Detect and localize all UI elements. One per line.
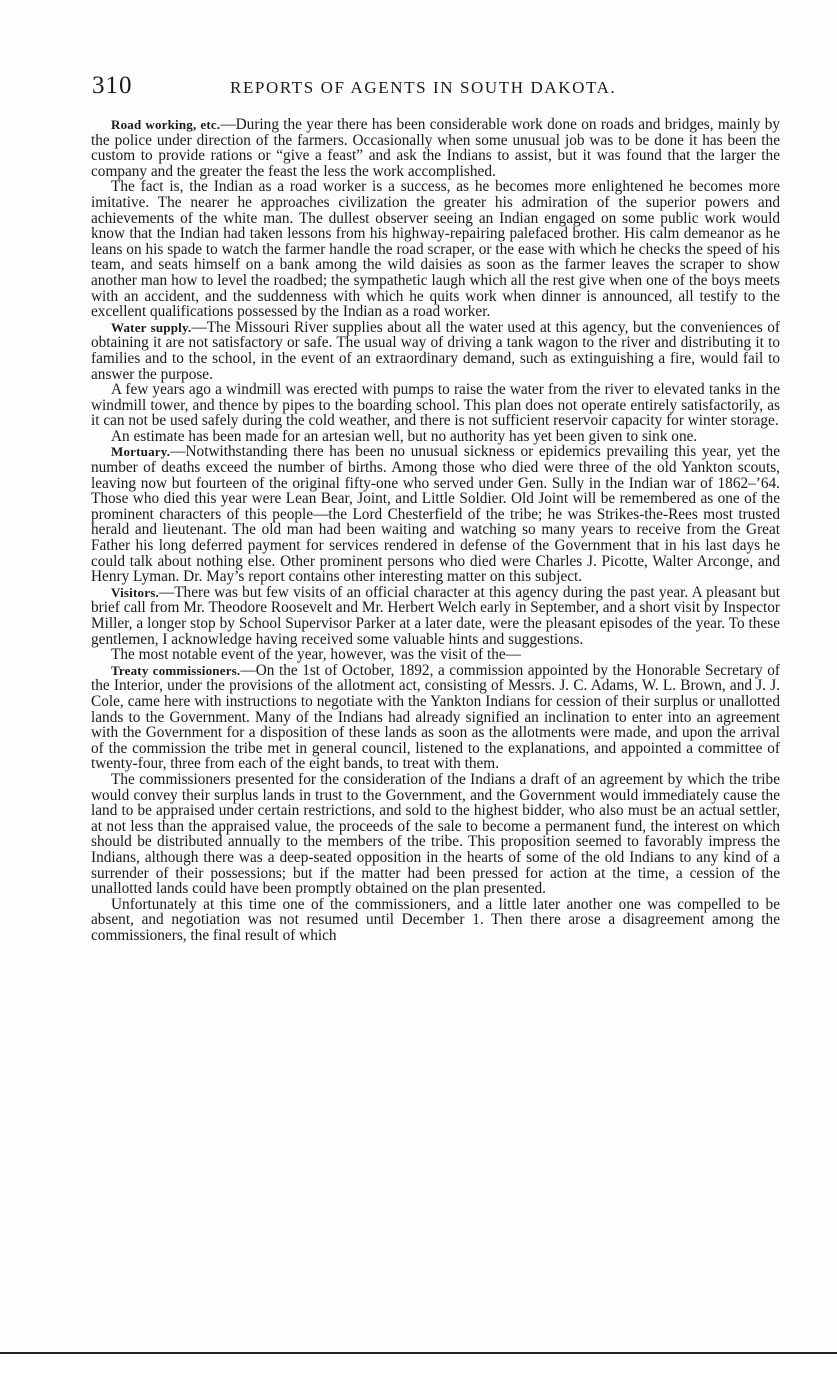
paragraph-text: —On the 1st of October, 1892, a commission appointed by the Honorable Secretary of the Interior, under the provisions of the allotment act, consisting of Messrs. J. C. Adams, W. L. Brown, and J. J. Cole, came here with instructions to negotiate with the Yankton Indians for cession of their surplus or unallotted lands to the Government. Many of the Indians had already signified an inclination to enter into an agreement with the Government for a disposition of these lands as soon as the allotments were made, and upon the arrival of the commission the tribe met in general council, listened to the explanations, and appointed a committee of twenty-four, three from each of the eight bands, to treat with them.	[91, 661, 781, 773]
page-bottom-edge	[0, 1352, 837, 1382]
running-head: REPORTS OF AGENTS IN SOUTH DAKOTA.	[230, 78, 617, 97]
paragraph	[91, 179, 780, 319]
paragraph-text: The fact is, the Indian as a road worker is a success, as he becomes more enlightened he becomes more imitative. The nearer he approaches civilization the greater his admiration of the superior powers and achievements of the white man. The dullest observer seeing an Indian engaged on some public work would know that the Indian had taken lessons from his highway-repairing palefaced brother. His calm demeanor as he leans on his spade to watch the farmer handle the road scraper, or the ease with which he checks the speed of his team, and seats himself on a bank among the wild daisies as soon as the farmer leaves the scraper to show another man how to level the roadbed; the sympathetic laugh which all the rest give when one of the boys meets with an accident, and the suddenness with which he quits work when dinner is announced, all testify to the excellent qualifications possessed by the Indian as a road worker.	[91, 178, 780, 321]
paragraph	[91, 382, 780, 429]
paragraph-text: —Notwithstanding there has been no unusual sickness or epidemics prevailing this year, yet the number of deaths exceed the number of births. Among those who died were three of the old Yankton scouts, leaving now but fourteen of the original fifty-one who served under Gen. Sully in the Indian war of 1862–’64. Those who died this year were Lean Bear, Joint, and Little Soldier. Old Joint will be remembered as one of the prominent characters of this people—the Lord Chesterfield of the tribe; he was Strikes-the-Rees most trusted herald and lieutenant. The old man had been waiting and watching so many years to receive from the Great Father his long deferred payment for services rendered in defense of the Government that in his last days he could talk about nothing else. Other prominent persons who died were Charles J. Picotte, Walter Arconge, and Henry Lyman. Dr. May’s report contains other interesting matter on this subject.	[91, 443, 780, 586]
paragraph-text: —During the year there has been considerable work done on roads and bridges, mainly by the police under direction of the farmers. Occasionally when some unusual job was to be done it has been the custom to provide rations or “give a feast” and ask the Indians to assist, but it was found that the larger the company and the greater the feast the less the work accomplished.	[91, 116, 780, 180]
paragraph-text: —The Missouri River supplies about all the water used at this agency, but the conveniences of obtaining it are not satisfactory or safe. The usual way of driving a tank wagon to the river and distributing it to families and to the school, in the event of an extraordinary demand, such as extinguishing a fire, would fail to answer the purpose.	[91, 318, 780, 383]
paragraph-treaty-commissioners	[91, 663, 780, 772]
paragraph-visitors	[91, 585, 780, 647]
paragraph-text: Unfortunately at this time one of the commissioners, and a little later another one was compelled to be absent, and negotiation was not resumed until December 1. Then there arose a disagreement among the commissioners, the final result of which	[91, 895, 780, 944]
paragraph-road-working	[91, 117, 780, 179]
page-number: 310	[92, 72, 133, 99]
paragraph-text: The commissioners presented for the consideration of the Indians a draft of an agreement by which the tribe would convey their surplus lands in trust to the Government, and the Government would immediately cause the land to be appraised under certain restrictions, and sold to the highest bidder, who also must be an actual settler, at not less than the appraised value, the proceeds of the sale to become a permanent fund, the interest on which should be distributed annually to the members of the tribe. This proposition seemed to favorably impress the Indians, although there was a deep-seated opposition in the hearts of some of the old Indians to any kind of a surrender of their possessions; but if the matter had been pressed for action at the time, a cession of the unallotted lands could have been promptly obtained on the plan presented.	[91, 770, 780, 898]
paragraph-text: An estimate has been made for an artesian well, but no authority has yet been given to sink one.	[111, 427, 698, 445]
section-lead-in: Mortuary.	[111, 444, 171, 460]
paragraph	[91, 897, 780, 944]
paragraph	[91, 772, 780, 897]
page-header	[92, 72, 782, 104]
section-lead-in: Water supply.	[111, 319, 192, 335]
paragraph-water-supply	[91, 320, 780, 382]
section-lead-in: Road working, etc.	[111, 117, 221, 132]
paragraph	[91, 647, 780, 663]
paragraph-text: A few years ago a windmill was erected with pumps to raise the water from the river to elevated tanks in the windmill tower, and thence by pipes to the boarding school. This plan does not operate entirely satisfactorily, as it can not be used safely during the cold weather, and there is not sufficient reservoir capacity for winter storage.	[91, 381, 780, 430]
section-lead-in: Visitors.	[111, 584, 159, 600]
paragraph-text: The most notable event of the year, however, was the visit of the—	[111, 646, 521, 664]
paragraph-mortuary	[91, 444, 780, 584]
section-lead-in: Treaty commissioners.	[111, 662, 241, 678]
paragraph	[91, 429, 780, 445]
body-text	[91, 117, 780, 943]
paragraph-text: —There was but few visits of an official character at this agency during the past year. A pleasant but brief call from Mr. Theodore Roosevelt and Mr. Herbert Welch early in September, and a short visit by Inspector Miller, a longer stop by School Supervisor Parker at a later date, were the pleasant episodes of the year. To these gentlemen, I acknowledge having received some valuable hints and suggestions.	[91, 583, 780, 648]
